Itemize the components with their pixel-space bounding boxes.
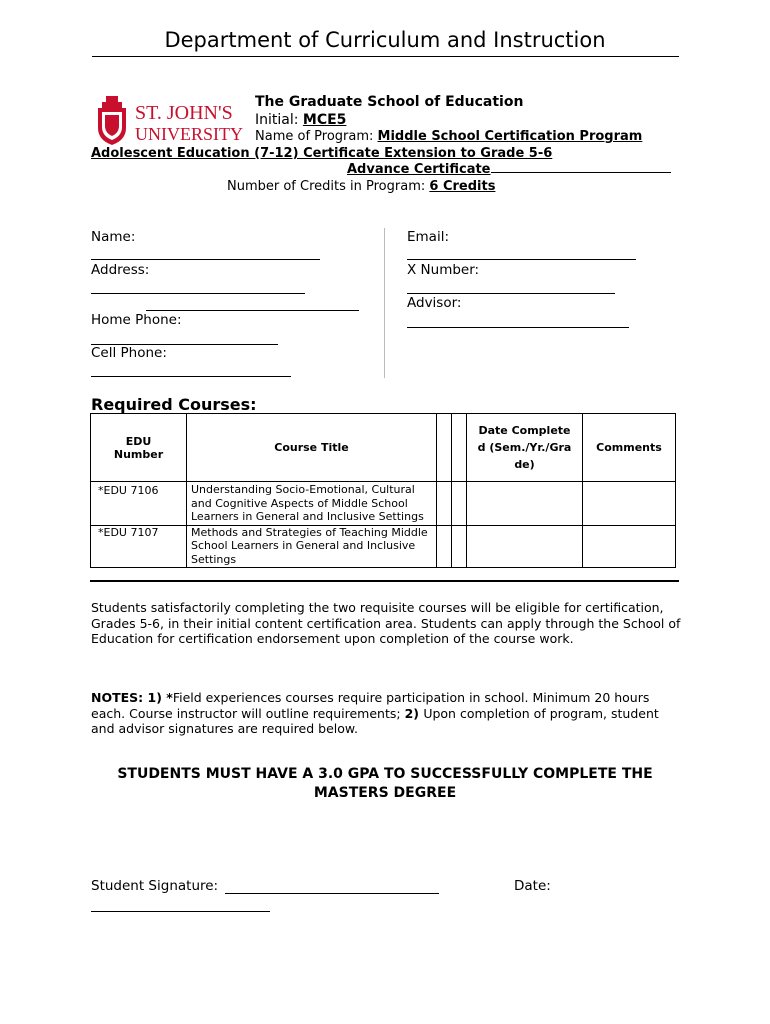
date-field[interactable]: [91, 911, 270, 912]
program-subtitle: Adolescent Education (7-12) Certificate Extension to Grade 5-6: [91, 146, 553, 161]
table-row: [91, 482, 676, 526]
courses-table: [90, 413, 676, 568]
gpa-notice: STUDENTS MUST HAVE A 3.0 GPA TO SUCCESSFULLY COMPLETE THE MASTERS DEGREE: [117, 766, 653, 801]
col-spacer-1: [437, 414, 452, 482]
course-number-cell: *EDU 7106: [91, 482, 187, 526]
page-title: Department of Curriculum and Instruction: [164, 28, 606, 52]
address-field-line2[interactable]: [146, 310, 359, 311]
table-row: [91, 525, 676, 567]
university-logo: [96, 94, 246, 146]
course-title-cell: Methods and Strategies of Teaching Middle School Learners in General and Inclusive Settings: [187, 525, 437, 567]
email-field[interactable]: [407, 259, 636, 260]
program-certificate: Advance Certificate: [347, 162, 671, 177]
col-course-title: Course Title: [187, 414, 437, 482]
date-completed-input[interactable]: [467, 482, 583, 526]
advisor-label: Advisor:: [407, 295, 462, 311]
cell-phone-field[interactable]: [91, 376, 291, 377]
col-date-completed: Date Completed (Sem./Yr./Grade): [467, 414, 583, 482]
cell-phone-label: Cell Phone:: [91, 345, 167, 361]
eligibility-paragraph: Students satisfactorily completing the two requisite courses will be eligible for certification, Grades 5-6, in their initial content certification area. Students can apply through the School of Education for certification endorsement upon completion of the course work.: [91, 600, 681, 646]
program-name: Name of Program: Middle School Certification Program: [255, 129, 643, 144]
logo-line-1: ST. JOHN'S: [135, 102, 233, 124]
table-header-row: [91, 414, 676, 482]
header-divider: [92, 56, 679, 57]
x-number-field[interactable]: [407, 293, 615, 294]
address-label: Address:: [91, 262, 150, 278]
name-label: Name:: [91, 229, 136, 245]
email-label: Email:: [407, 229, 450, 245]
advisor-field[interactable]: [407, 327, 629, 328]
col-edu-number: EDU Number: [91, 414, 187, 482]
date-label: Date:: [514, 878, 551, 894]
col-comments: Comments: [583, 414, 676, 482]
student-signature-field[interactable]: [225, 893, 439, 894]
col-spacer-2: [452, 414, 467, 482]
section-divider: [90, 580, 679, 582]
student-signature-label: Student Signature:: [91, 878, 219, 894]
logo-line-2: UNIVERSITY: [135, 124, 243, 144]
column-divider: [384, 228, 385, 378]
school-name: The Graduate School of Education: [255, 94, 524, 110]
notes-paragraph: NOTES: 1) *Field experiences courses require participation in school. Minimum 20 hours each. Course instructor will outline requirements; 2) Upon completion of program, student and advisor signatures are required below.: [91, 690, 659, 736]
x-number-label: X Number:: [407, 262, 480, 278]
address-field-line1[interactable]: [91, 293, 305, 294]
course-title-cell: Understanding Socio-Emotional, Cultural and Cognitive Aspects of Middle School Learners in General and Inclusive Settings: [187, 482, 437, 526]
date-completed-input[interactable]: [467, 525, 583, 567]
home-phone-label: Home Phone:: [91, 312, 182, 328]
shield-icon: [96, 94, 246, 146]
program-credits: Number of Credits in Program: 6 Credits: [227, 179, 496, 194]
name-field[interactable]: [91, 259, 320, 260]
comments-input[interactable]: [583, 482, 676, 526]
program-initial: Initial: MCE5: [255, 112, 347, 128]
comments-input[interactable]: [583, 525, 676, 567]
courses-heading: Required Courses:: [91, 395, 257, 414]
course-number-cell: *EDU 7107: [91, 525, 187, 567]
